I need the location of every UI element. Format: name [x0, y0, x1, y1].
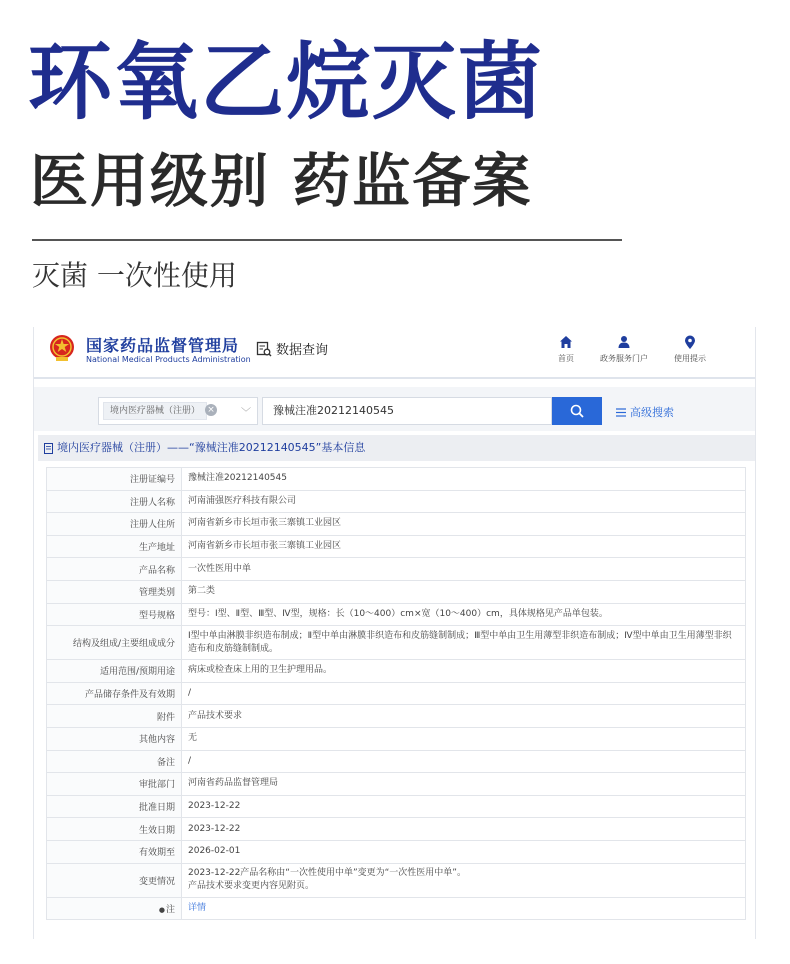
- table-row: [47, 580, 746, 603]
- field-label: 审批部门: [47, 773, 182, 796]
- table-row: [47, 660, 746, 683]
- data-query-label: 数据查询: [276, 343, 329, 358]
- search-bar: [34, 387, 755, 431]
- table-row: [47, 535, 746, 558]
- details-link[interactable]: 详情: [188, 902, 207, 913]
- field-value: [182, 897, 746, 920]
- field-label: 附件: [47, 705, 182, 728]
- detail-title-bar: [38, 435, 755, 461]
- filter-lines-icon: [616, 408, 626, 417]
- keyword-input[interactable]: 豫械注准20212140545: [262, 397, 552, 425]
- field-label: 生产地址: [47, 535, 182, 558]
- hero-subtitle: 医用级别 药监备案: [30, 147, 533, 215]
- field-label: 管理类别: [47, 580, 182, 603]
- field-value: 河南浦强医疗科技有限公司: [182, 490, 746, 513]
- table-row: [47, 558, 746, 581]
- divider: [32, 239, 622, 241]
- category-select[interactable]: [98, 397, 258, 425]
- field-value: 2023-12-22: [182, 818, 746, 841]
- national-emblem-icon: [48, 333, 76, 363]
- search-button[interactable]: [552, 397, 602, 425]
- nav-service-portal-label: 政务服务门户: [600, 354, 648, 363]
- user-icon: [617, 335, 631, 349]
- field-value: 产品技术要求: [182, 705, 746, 728]
- advanced-search-link[interactable]: [616, 404, 674, 420]
- field-value: 河南省新乡市长垣市张三寨镇工业园区: [182, 535, 746, 558]
- field-value: 2023-12-22: [182, 795, 746, 818]
- field-label: 产品名称: [47, 558, 182, 581]
- table-row: [47, 727, 746, 750]
- registration-info-table: [46, 467, 746, 920]
- table-row: [47, 773, 746, 796]
- field-value: 豫械注准20212140545: [182, 468, 746, 491]
- field-label: 型号规格: [47, 603, 182, 626]
- field-label: 批准日期: [47, 795, 182, 818]
- nav-home-label: 首页: [558, 354, 574, 363]
- field-label-text: 注: [165, 904, 175, 915]
- nav-usage-tips[interactable]: [660, 335, 720, 364]
- nav-service-portal[interactable]: [594, 335, 654, 364]
- field-label: 其他内容: [47, 727, 182, 750]
- category-tag: 境内医疗器械（注册）: [103, 402, 207, 420]
- field-value: 河南省药品监督管理局: [182, 773, 746, 796]
- field-value: 无: [182, 727, 746, 750]
- advanced-search-label: 高级搜索: [630, 406, 674, 419]
- field-value: 河南省新乡市长垣市张三寨镇工业园区: [182, 513, 746, 536]
- chevron-down-icon[interactable]: ﹀: [241, 408, 251, 419]
- field-value: 2023-12-22产品名称由“一次性使用中单”变更为“一次性医用中单”。 产品技术要求变更内容见附页。: [182, 863, 746, 897]
- field-label: 变更情况: [47, 863, 182, 897]
- table-row: [47, 626, 746, 660]
- table-row: [47, 468, 746, 491]
- location-pin-icon: [684, 335, 696, 350]
- field-label: 注册人住所: [47, 513, 182, 536]
- clear-tag-icon[interactable]: ×: [205, 404, 217, 416]
- field-value: /: [182, 750, 746, 773]
- field-label: 有效期至: [47, 840, 182, 863]
- pin-icon: ●: [158, 905, 165, 914]
- field-label: 结构及组成/主要组成成分: [47, 626, 182, 660]
- table-row: [47, 840, 746, 863]
- table-row: [47, 603, 746, 626]
- field-value: Ⅰ型中单由淋膜非织造布制成；Ⅱ型中单由淋膜非织造布和皮筋缝制制成；Ⅲ型中单由卫生用薄型非织造布制成；Ⅳ型中单由卫生用薄型非织造布和皮筋缝制制成。: [182, 626, 746, 660]
- field-value: 一次性医用中单: [182, 558, 746, 581]
- field-label: 注册证编号: [47, 468, 182, 491]
- table-row: [47, 818, 746, 841]
- site-name: 国家药品监督管理局: [86, 336, 240, 355]
- hero-note: 灭菌 一次性使用: [32, 259, 237, 292]
- field-value: 第二类: [182, 580, 746, 603]
- table-row: [47, 513, 746, 536]
- field-label: 适用范围/预期用途: [47, 660, 182, 683]
- search-icon: [570, 404, 584, 418]
- table-row: [47, 705, 746, 728]
- hero-title: 环氧乙烷灭菌: [28, 33, 545, 131]
- field-label: 备注: [47, 750, 182, 773]
- table-row: [47, 863, 746, 897]
- document-search-icon: [256, 341, 272, 357]
- site-name-en: National Medical Products Administration: [86, 355, 251, 364]
- field-value: /: [182, 682, 746, 705]
- document-icon: [44, 443, 54, 454]
- nav-home[interactable]: [536, 335, 596, 364]
- registration-panel: [33, 327, 756, 939]
- field-label: 产品储存条件及有效期: [47, 682, 182, 705]
- table-row: [47, 795, 746, 818]
- field-label: 注册人名称: [47, 490, 182, 513]
- table-row: [47, 490, 746, 513]
- home-icon: [559, 335, 573, 349]
- field-label: [47, 897, 182, 920]
- site-header: [34, 327, 755, 379]
- field-value: 型号：Ⅰ型、Ⅱ型、Ⅲ型、Ⅳ型，规格：长（10～400）cm×宽（10～400）cm，具体规格见产品单包装。: [182, 603, 746, 626]
- nav-usage-tips-label: 使用提示: [674, 354, 706, 363]
- field-value: 病床或检查床上用的卫生护理用品。: [182, 660, 746, 683]
- table-row: [47, 750, 746, 773]
- field-label: 生效日期: [47, 818, 182, 841]
- data-query-link[interactable]: [256, 339, 328, 358]
- table-row: [47, 682, 746, 705]
- field-value: 2026-02-01: [182, 840, 746, 863]
- table-row: [47, 897, 746, 920]
- detail-title: 境内医疗器械（注册）——“豫械注准20212140545”基本信息: [57, 441, 366, 454]
